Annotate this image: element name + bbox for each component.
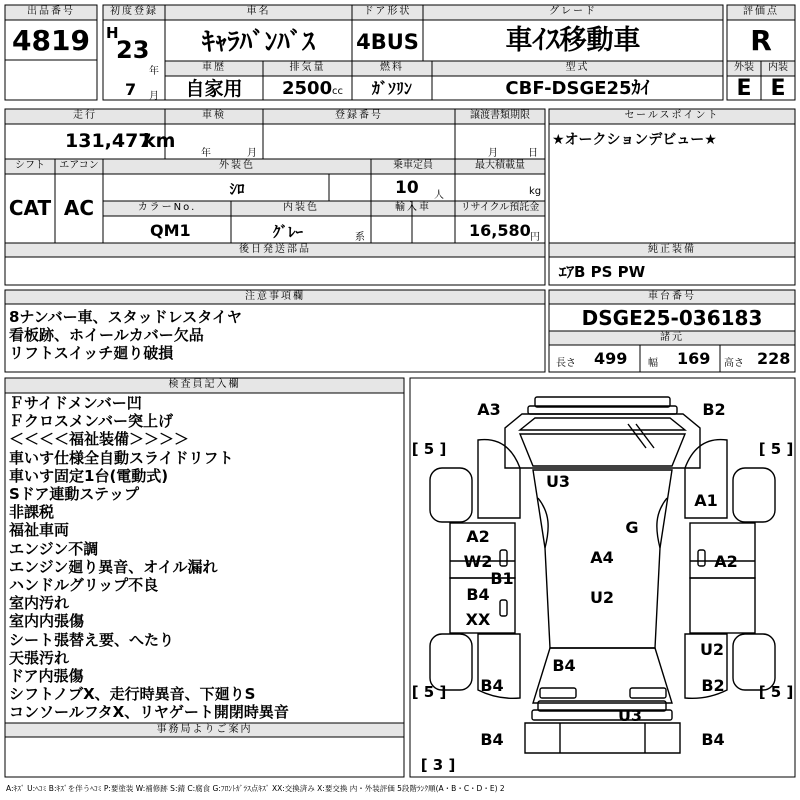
damage-mark: XX bbox=[465, 610, 491, 629]
inspector-note: Ｆサイドメンバー凹 bbox=[9, 394, 142, 412]
inspector-notes bbox=[9, 394, 289, 722]
year-unit: 年 bbox=[149, 66, 159, 77]
width-label: 幅 bbox=[648, 358, 658, 369]
inspector-note: 天張汚れ bbox=[9, 648, 70, 667]
header-displacement: 排気量 bbox=[289, 62, 326, 73]
vehicle-history: 自家用 bbox=[185, 78, 243, 100]
max-load-unit: kg bbox=[529, 186, 542, 197]
header-inspection: 車検 bbox=[202, 110, 226, 121]
header-max-load: 最大積載量 bbox=[475, 160, 525, 171]
era-letter: H bbox=[106, 24, 119, 42]
aircon: AC bbox=[63, 196, 95, 220]
damage-mark: B4 bbox=[552, 656, 576, 675]
inspection-year-unit: 年 bbox=[201, 148, 211, 159]
tire-tread: [ 5 ] bbox=[411, 683, 447, 701]
header-exterior: 外装 bbox=[734, 62, 754, 73]
recycle-fee: 16,580 bbox=[469, 221, 531, 240]
width-value: 169 bbox=[677, 349, 711, 368]
model-code: CBF-DSGE25ｶｲ bbox=[505, 78, 650, 99]
inspector-note: 室内内張傷 bbox=[9, 612, 85, 631]
reg-year: 23 bbox=[116, 36, 150, 64]
overall-score: R bbox=[750, 24, 772, 57]
inspection-month-unit: 月 bbox=[247, 148, 257, 159]
header-import: 輸入車 bbox=[395, 202, 431, 213]
car-damage-diagram bbox=[410, 378, 795, 777]
tire-tread: [ 5 ] bbox=[411, 440, 447, 458]
mileage: 131,477 bbox=[65, 130, 152, 152]
damage-mark: U2 bbox=[589, 588, 615, 607]
door-type: 4BUS bbox=[356, 30, 419, 54]
header-history: 車歴 bbox=[202, 62, 226, 73]
damage-mark: G bbox=[625, 518, 639, 537]
notice-line: 看板跡、ホイールカバー欠品 bbox=[9, 326, 204, 345]
mileage-unit: km bbox=[143, 130, 176, 152]
header-interior: 内装 bbox=[768, 62, 788, 73]
damage-mark: A3 bbox=[477, 400, 501, 419]
damage-mark: B1 bbox=[490, 569, 514, 588]
inspector-note: ドア内張傷 bbox=[9, 667, 84, 686]
legend: A:ｷｽﾞ U:ﾍｺﾐ B:ｷｽﾞを伴うﾍｺﾐ P:要塗装 W:補修跡 S:錆 C:腐食 G:ﾌﾛﾝﾄｶﾞﾗｽ点ｷｽﾞ XX:交換済み X:要交換 内・外装評価 5段階ﾗﾝｸ順(A・B・C・D・E) 2 bbox=[6, 784, 505, 793]
tire-tread: [ 3 ] bbox=[420, 756, 456, 774]
inspector-note: ハンドルグリップ不良 bbox=[9, 576, 159, 595]
interior-color-unit: 系 bbox=[355, 232, 365, 243]
damage-mark: A4 bbox=[590, 548, 614, 567]
car-name: ｷｬﾗﾊﾞﾝﾊﾞｽ bbox=[202, 27, 315, 56]
header-model: 型式 bbox=[565, 62, 590, 73]
interior-score: E bbox=[770, 76, 786, 101]
header-grade: グレード bbox=[549, 6, 597, 17]
exterior-color: ｼﾛ bbox=[229, 180, 245, 198]
header-color-no: カラーNo. bbox=[137, 202, 197, 213]
displacement: 2500 bbox=[282, 78, 333, 99]
header-transfer-deadline: 譲渡書類期限 bbox=[470, 110, 530, 121]
damage-mark: B2 bbox=[702, 400, 726, 419]
grade: 車ｲｽ移動車 bbox=[505, 25, 641, 56]
damage-mark: U2 bbox=[699, 640, 725, 659]
damage-mark: U3 bbox=[617, 706, 643, 725]
header-lot-no: 出品番号 bbox=[27, 6, 75, 17]
inspector-note: ＜＜＜＜福祉装備＞＞＞＞ bbox=[9, 430, 190, 449]
header-shift: シフト bbox=[15, 160, 45, 171]
interior-color: ｸﾞﾚｰ bbox=[273, 223, 304, 241]
damage-mark: B2 bbox=[701, 676, 725, 695]
notice-line: リフトスイッチ廻り破損 bbox=[9, 344, 174, 363]
header-recycle: リサイクル預託金 bbox=[460, 202, 540, 213]
header-int-color: 内装色 bbox=[283, 202, 319, 213]
header-specs: 諸元 bbox=[660, 332, 684, 343]
header-chassis: 車台番号 bbox=[648, 291, 696, 302]
reg-month: 7 bbox=[125, 80, 137, 99]
deadline-day-unit: 日 bbox=[528, 148, 538, 159]
inspector-note: シフトノブX、走行時異音、下廻りS bbox=[9, 685, 256, 704]
exterior-score: E bbox=[736, 76, 752, 101]
inspector-note: シート張替え要、へたり bbox=[9, 630, 175, 649]
damage-mark: B4 bbox=[480, 730, 504, 749]
recycle-fee-unit: 円 bbox=[530, 232, 540, 243]
color-number: QM1 bbox=[150, 221, 191, 240]
header-inspector: 検査員記入欄 bbox=[168, 379, 241, 390]
damage-mark: B4 bbox=[466, 585, 490, 604]
displacement-unit: cc bbox=[332, 86, 343, 97]
header-later-parts: 後日発送部品 bbox=[239, 244, 311, 255]
capacity-unit: 人 bbox=[434, 190, 444, 201]
header-sales-point: セールスポイント bbox=[624, 110, 720, 121]
header-first-reg: 初度登録 bbox=[110, 6, 158, 17]
inspector-note: 福祉車両 bbox=[9, 521, 70, 540]
header-door: ドア形状 bbox=[363, 6, 412, 17]
tire-tread: [ 5 ] bbox=[758, 440, 794, 458]
deadline-month-unit: 月 bbox=[488, 148, 498, 159]
damage-mark: A1 bbox=[694, 491, 718, 510]
genuine-equipment: ｴｱB PS PW bbox=[559, 263, 646, 281]
inspector-note: コンソールフタX、リヤゲート開閉時異音 bbox=[9, 703, 289, 722]
inspector-note: 車いす仕様全自動スライドリフト bbox=[9, 448, 234, 467]
header-aircon: エアコン bbox=[59, 160, 99, 171]
fuel-type: ｶﾞｿﾘﾝ bbox=[371, 79, 412, 98]
inspector-note: 室内汚れ bbox=[9, 594, 70, 613]
header-car-name: 車名 bbox=[246, 6, 271, 17]
inspector-note: 非課税 bbox=[9, 503, 55, 522]
header-notice: 注意事項欄 bbox=[245, 291, 305, 302]
inspector-note: エンジン廻り異音、オイル漏れ bbox=[9, 557, 218, 576]
notice-line: 8ナンバー車、スタッドレスタイヤ bbox=[9, 308, 242, 326]
length-label: 長さ bbox=[556, 358, 576, 369]
shift-type: CAT bbox=[8, 196, 52, 220]
tire-tread: [ 5 ] bbox=[758, 683, 794, 701]
height-value: 228 bbox=[757, 349, 791, 368]
notice-list bbox=[9, 308, 242, 363]
damage-mark: B4 bbox=[701, 730, 725, 749]
header-score: 評価点 bbox=[743, 6, 779, 17]
inspector-note: 車いす固定1台(電動式) bbox=[9, 466, 169, 485]
inspector-note: エンジン不調 bbox=[9, 539, 99, 558]
sales-point-text: ★オークションデビュー★ bbox=[552, 132, 717, 148]
length-value: 499 bbox=[594, 349, 628, 368]
damage-mark: U3 bbox=[545, 472, 571, 491]
lot-number: 4819 bbox=[12, 24, 90, 57]
height-label: 高さ bbox=[724, 358, 744, 369]
month-unit: 月 bbox=[149, 91, 159, 102]
header-mileage: 走行 bbox=[73, 110, 97, 121]
damage-mark: B4 bbox=[480, 676, 504, 695]
header-office: 事務局よりご案内 bbox=[156, 724, 253, 735]
header-genuine: 純正装備 bbox=[648, 244, 696, 255]
inspector-note: Ｆクロスメンバー突上げ bbox=[9, 412, 173, 431]
header-capacity: 乗車定員 bbox=[393, 160, 433, 171]
inspector-note: Sドア連動ステップ bbox=[9, 485, 140, 504]
damage-mark: A2 bbox=[466, 527, 490, 546]
header-fuel: 燃料 bbox=[380, 62, 404, 73]
header-reg-no: 登録番号 bbox=[335, 110, 383, 121]
damage-mark: W2 bbox=[463, 552, 493, 571]
damage-mark: A2 bbox=[714, 552, 738, 571]
chassis-number: DSGE25-036183 bbox=[581, 306, 763, 330]
header-ext-color: 外装色 bbox=[219, 160, 255, 171]
capacity: 10 bbox=[395, 178, 419, 198]
